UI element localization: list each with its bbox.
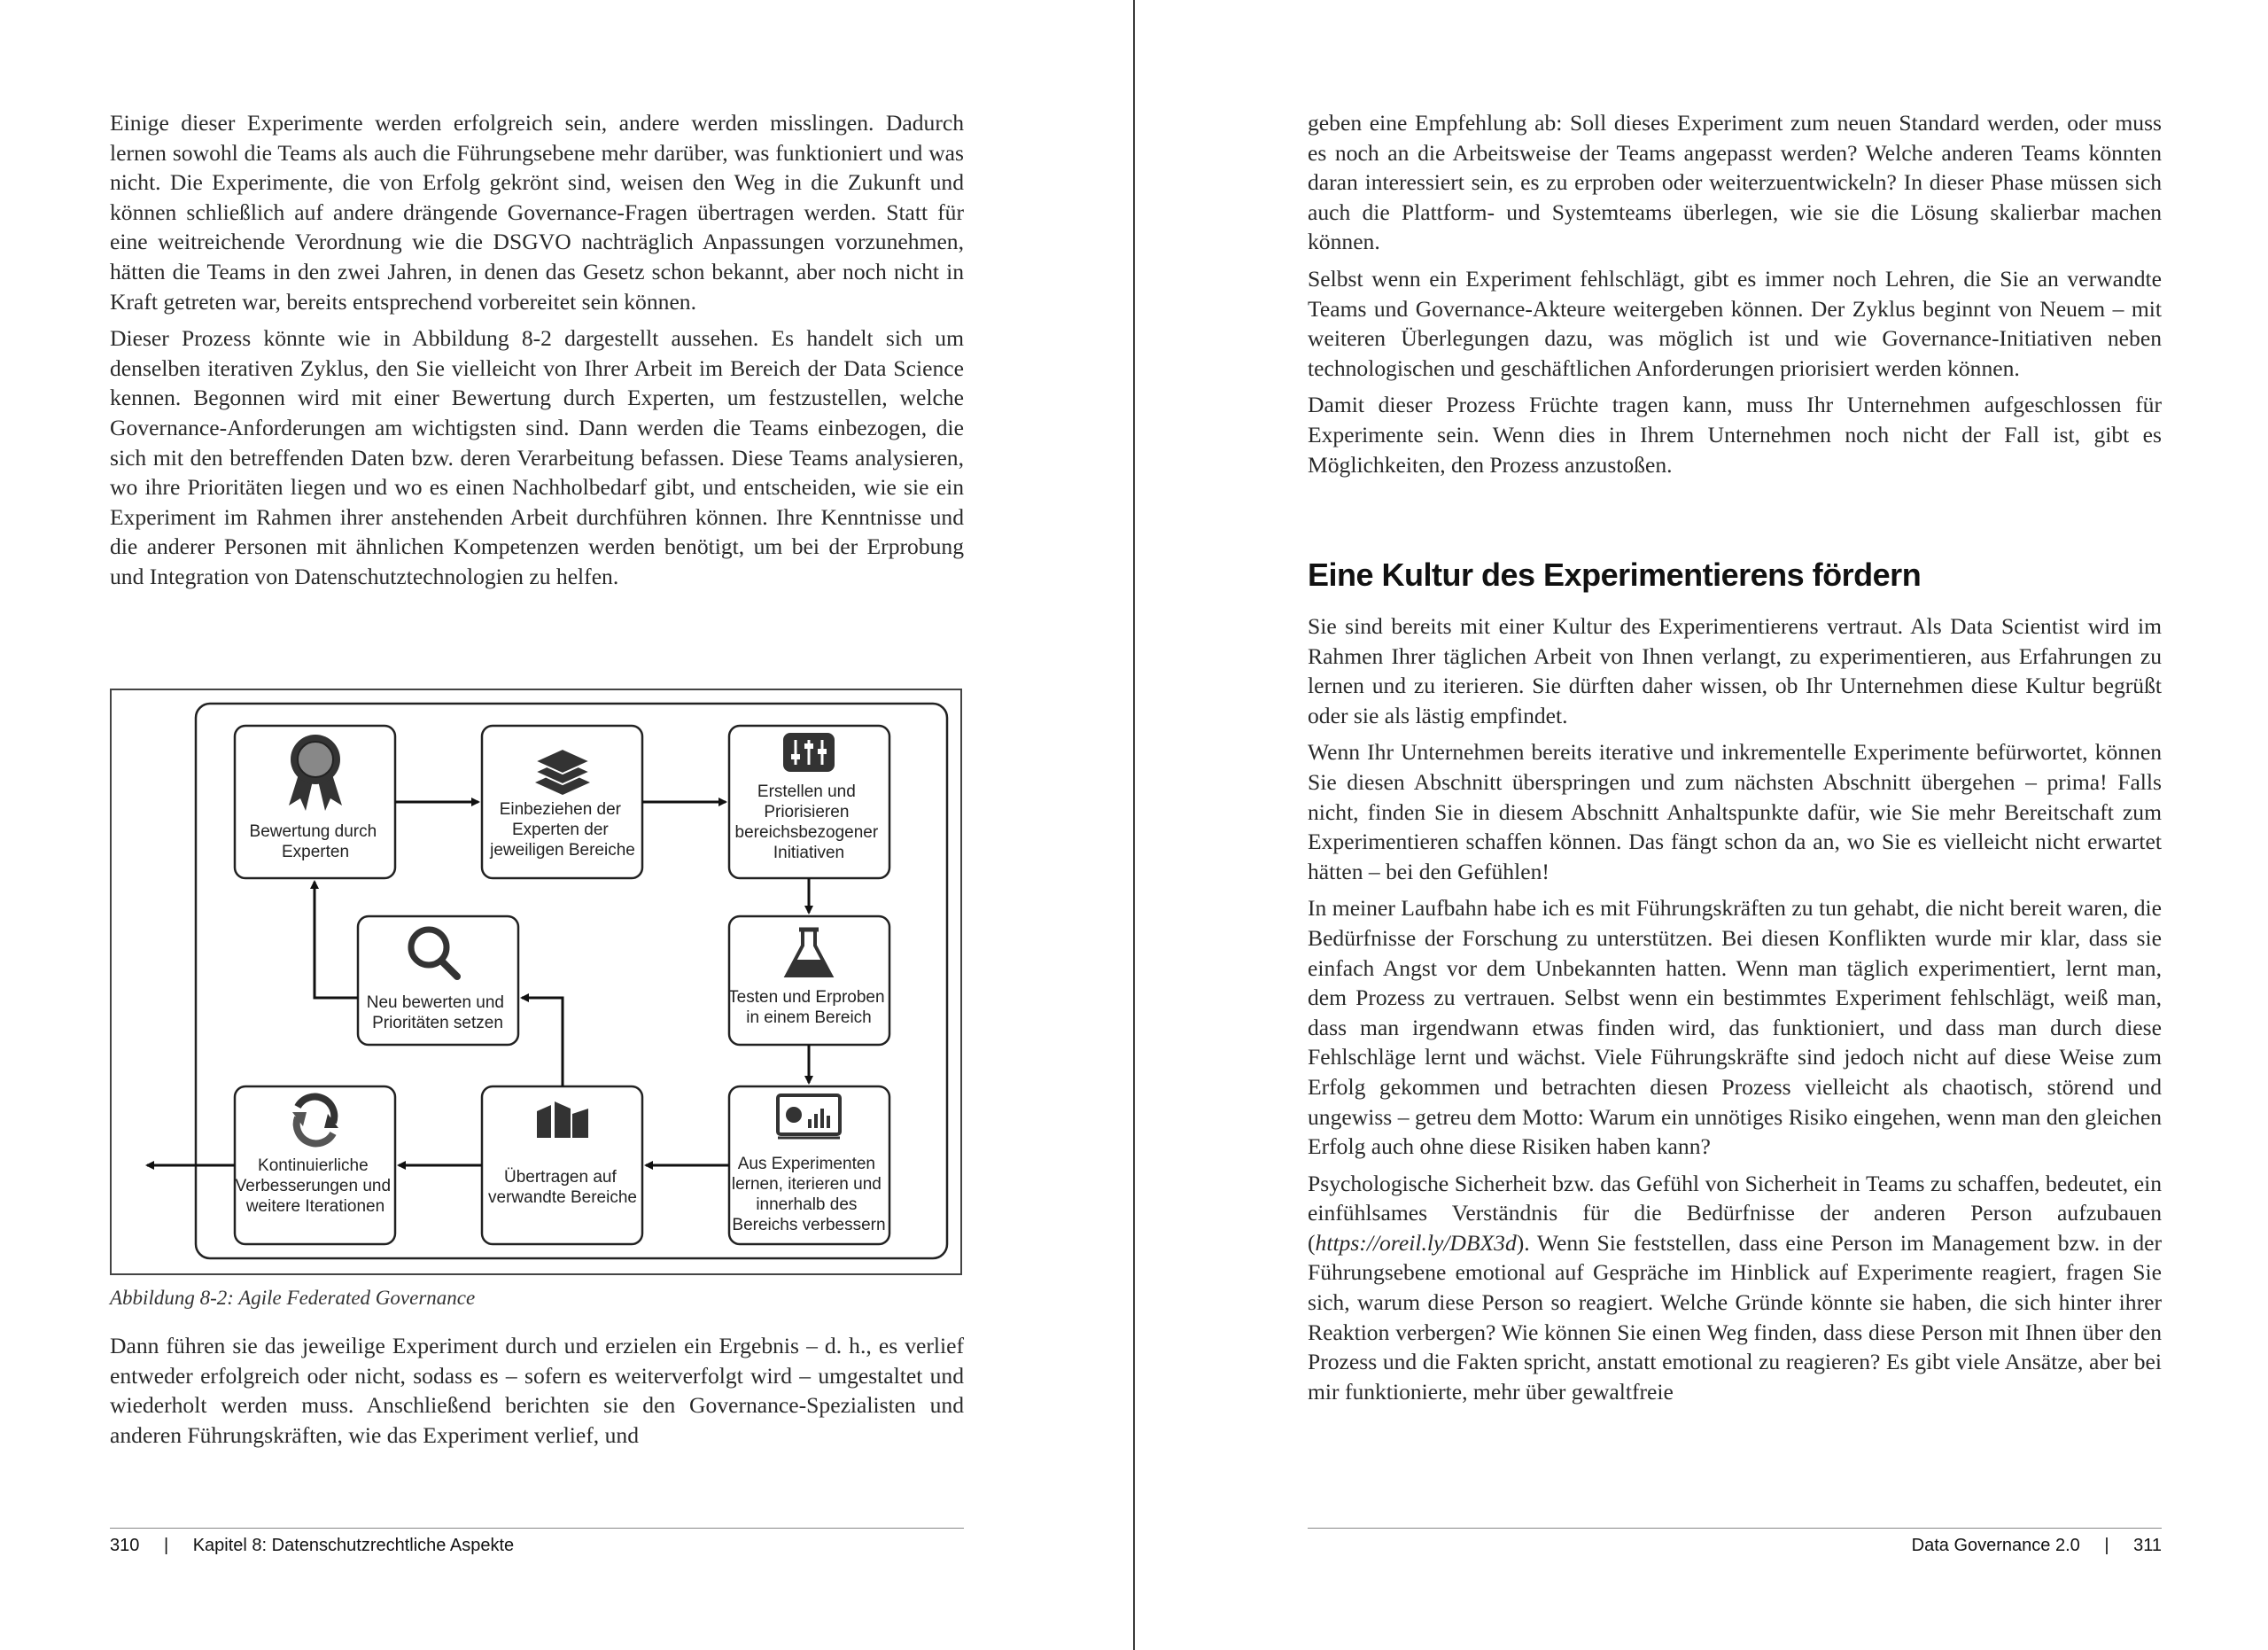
box-aus-experimenten — [729, 1086, 889, 1244]
section-heading: Eine Kultur des Experimentierens fördern — [1308, 556, 1922, 593]
right-text-top — [1308, 108, 2162, 486]
paragraph-text: Psychologische Sicherheit bzw. das Gefühl von Sicherheit in Teams zu schaffen, bedeutet, ein einfühlsames Verständnis für die Bedürfnisse der anderen Person aufzubauen ( — [1308, 1170, 2162, 1256]
paragraph: Wenn Ihr Unternehmen bereits iterative und inkrementelle Experimente befürwortet, können Sie diesen Abschnitt überspringen und zum nächsten Abschnitt übergehen – prima! Falls nicht, finden Sie in diesem Abschnitt Anhaltspunkte dafür, wie Sie mehr Bereitschaft zum Experimentieren schaffen können. Das fängt schon da an, wo Sie es vielleicht nicht erwartet hätten – bei den Gefühlen! — [1308, 739, 2162, 884]
box-neu-bewerten — [358, 916, 518, 1045]
paragraph: Selbst wenn ein Experiment fehlschlägt, gibt es immer noch Lehren, die Sie an verwandte Teams und Governance-Akteure weitergeben können. Der Zyklus beginnt von Neuem – mit weiteren Überlegungen dazu, was möglich ist und wie Governance-Initiativen neben technologischen und geschäftlichen Anforderungen priorisiert werden können. — [1308, 265, 2162, 381]
dashboard-monitor-icon — [778, 1095, 840, 1138]
box-label: Übertragen auf verwandte Bereiche — [488, 1168, 637, 1207]
right-page — [1135, 0, 2268, 1650]
paragraph: In meiner Laufbahn habe ich es mit Führungskräften zu tun gehabt, die nicht bereit waren, die Bedürfnisse der Forschung zu unterstützen. Bei diesen Konflikten wurde mir klar, dass sie einfach Angst vor dem Unbekannten hatten. Wenn man täglich experimentiert, lernt man, dem Prozess zu vertrauen. Selbst wenn ein bestimmtes Experiment fehlschlägt, weiß man, dass man irgendwann etwas finden wird, das funktioniert, und dass man durch diese Fehlschläge lernt und wächst. Viele Führungskräfte sind jedoch nicht auf diese Weise zum Erfolg gekommen und betrachten diesen Prozess vielleicht als chaotisch, störend und ungewiss – getreu dem Motto: Warum ein unnötiges Risiko eingehen, wenn man den gleichen Erfolg auch ohne diese Risiken haben kann? — [1308, 895, 2162, 1160]
footer-separator: | — [163, 1536, 169, 1555]
paragraph: geben eine Empfehlung ab: Soll dieses Experiment zum neuen Standard werden, oder muss es noch an die Arbeitsweise der Teams angepasst werden? Welche anderen Teams könnten daran interessiert sein, es zu erproben oder weiterzuentwickeln? In dieser Phase müssen sich auch die Plattform- und Systemteams überlegen, wie sie die Lösung skalierbar machen können. — [1308, 110, 2162, 255]
right-footer — [1912, 1536, 2162, 1556]
box-bewertung — [235, 726, 395, 878]
page-number: 311 — [2133, 1536, 2162, 1555]
box-erstellen — [729, 726, 889, 878]
box-uebertragen — [482, 1086, 642, 1244]
paragraph: Dann führen sie das jeweilige Experiment durch und erzielen ein Ergebnis – d. h., es verlief entweder erfolgreich oder nicht, sodass es – sofern es weiterverfolgt wird – umgestaltet und wiederholt werden muss. Anschließend berichten sie den Governance-Spezialisten und anderen Führungskräften, wie das Experiment verlief, und — [110, 1333, 964, 1448]
box-label: Neu bewerten und Prioritäten setzen — [366, 993, 504, 1032]
flow-diagram — [112, 690, 960, 1273]
left-footer — [110, 1536, 514, 1556]
arrow — [522, 998, 563, 1086]
section-title: Data Governance 2.0 — [1911, 1536, 2080, 1555]
sliders-icon — [783, 733, 835, 772]
left-text-bottom — [110, 1331, 964, 1457]
page-number: 310 — [110, 1536, 140, 1555]
box-label: Testen und Erproben in einem Bereich — [728, 988, 885, 1027]
box-kontinuierliche — [235, 1086, 395, 1244]
figure-agile-federated-governance — [110, 689, 962, 1275]
footer-separator: | — [2104, 1536, 2109, 1555]
box-label: Aus Experimenten lernen, iterieren und innerhalb des Bereichs verbessern — [731, 1155, 886, 1234]
paragraph-text: ). Wenn Sie feststellen, dass eine Person im Management bzw. in der Führungsebene emotional auf Gespräche im Hinblick auf Experimente reagiert, fragen Sie sich, warum diese Person so reagiert. Welche Gründe könnte sie haben, die sich hinter ihrer Reaktion verbergen? Wie können Sie einen Weg finden, dass diese Person mit Ihnen über den Prozess und die Fakten spricht, anstatt emotional zu reagieren? Es gibt viele Ansätze, aber bei mir funktionierte, mehr über gewaltfreie — [1308, 1229, 2162, 1405]
box-label: Erstellen und Priorisieren bereichsbezogener Initiativen — [734, 782, 879, 862]
box-label: Kontinuierliche Verbesserungen und weitere Iterationen — [235, 1156, 392, 1216]
arrow — [315, 882, 358, 998]
footer-rule — [110, 1528, 964, 1529]
box-testen — [728, 916, 889, 1045]
box-label: Einbeziehen der Experten der jeweiligen Bereiche — [490, 800, 635, 860]
paragraph: Sie sind bereits mit einer Kultur des Experimentierens vertraut. Als Data Scientist wird im Rahmen Ihrer täglichen Arbeit von Ihnen verlangt, zu experimentieren, aus Erfahrungen zu lernen und zu iterieren. Sie dürften daher wissen, ob Ihr Unternehmen diese Kultur begrüßt oder sie als lästig empfindet. — [1308, 613, 2162, 728]
box-label: Bewertung durch Experten — [249, 822, 377, 861]
left-text-top — [110, 108, 964, 599]
paragraph: Damit dieser Prozess Früchte tragen kann, muss Ihr Unternehmen aufgeschlossen für Experimente sein. Wenn dies in Ihrem Unternehmen noch nicht der Fall ist, gibt es Möglichkeiten, den Prozess anzustoßen. — [1308, 392, 2162, 478]
chapter-title: Kapitel 8: Datenschutzrechtliche Aspekte — [192, 1536, 515, 1555]
paragraph: Dieser Prozess könnte wie in Abbildung 8-2 dargestellt aussehen. Es handelt sich um denselben iterativen Zyklus, den Sie vielleicht von Ihrer Arbeit im Bereich der Data Science kennen. Begonnen wird mit einer Bewertung durch Experten, um festzustellen, welche Governance-Anforderungen am wichtigsten sind. Dann werden die Teams einbezogen, die sich mit den betreffenden Daten bzw. deren Verarbeitung befassen. Diese Teams analysieren, wo ihre Prioritäten liegen und wo es einen Nachholbedarf gibt, und entscheiden, wie sie ein Experiment im Rahmen ihrer anstehenden Arbeit durchführen können. Ihre Kenntnisse und die anderer Personen mit ähnlichen Kompetenzen werden benötigt, um bei der Erprobung und Integration von Datenschutztechnologien zu helfen. — [110, 325, 964, 589]
figure-caption: Abbildung 8-2: Agile Federated Governance — [110, 1287, 476, 1309]
reference-link[interactable]: https://oreil.ly/DBX3d — [1315, 1229, 1517, 1256]
paragraph: Einige dieser Experimente werden erfolgreich sein, andere werden misslingen. Dadurch lernen sowohl die Teams als auch die Führungsebene mehr darüber, was funktioniert und was nicht. Die Experimente, die von Erfolg gekrönt sind, weisen den Weg in die Zukunft und können schließlich auf andere drängende Governance-Fragen übertragen werden. Statt für eine weitreichende Verordnung wie die DSGVO nachträglich Anpassungen vorzunehmen, hätten die Teams in den zwei Jahren, in denen das Gesetz schon bekannt, aber noch nicht in Kraft getreten war, bereits entsprechend vorbereitet sein können. — [110, 110, 964, 315]
footer-rule — [1308, 1528, 2162, 1529]
box-einbeziehen — [482, 726, 642, 878]
right-text-bottom — [1308, 611, 2162, 1413]
paragraph — [1308, 1169, 2162, 1407]
